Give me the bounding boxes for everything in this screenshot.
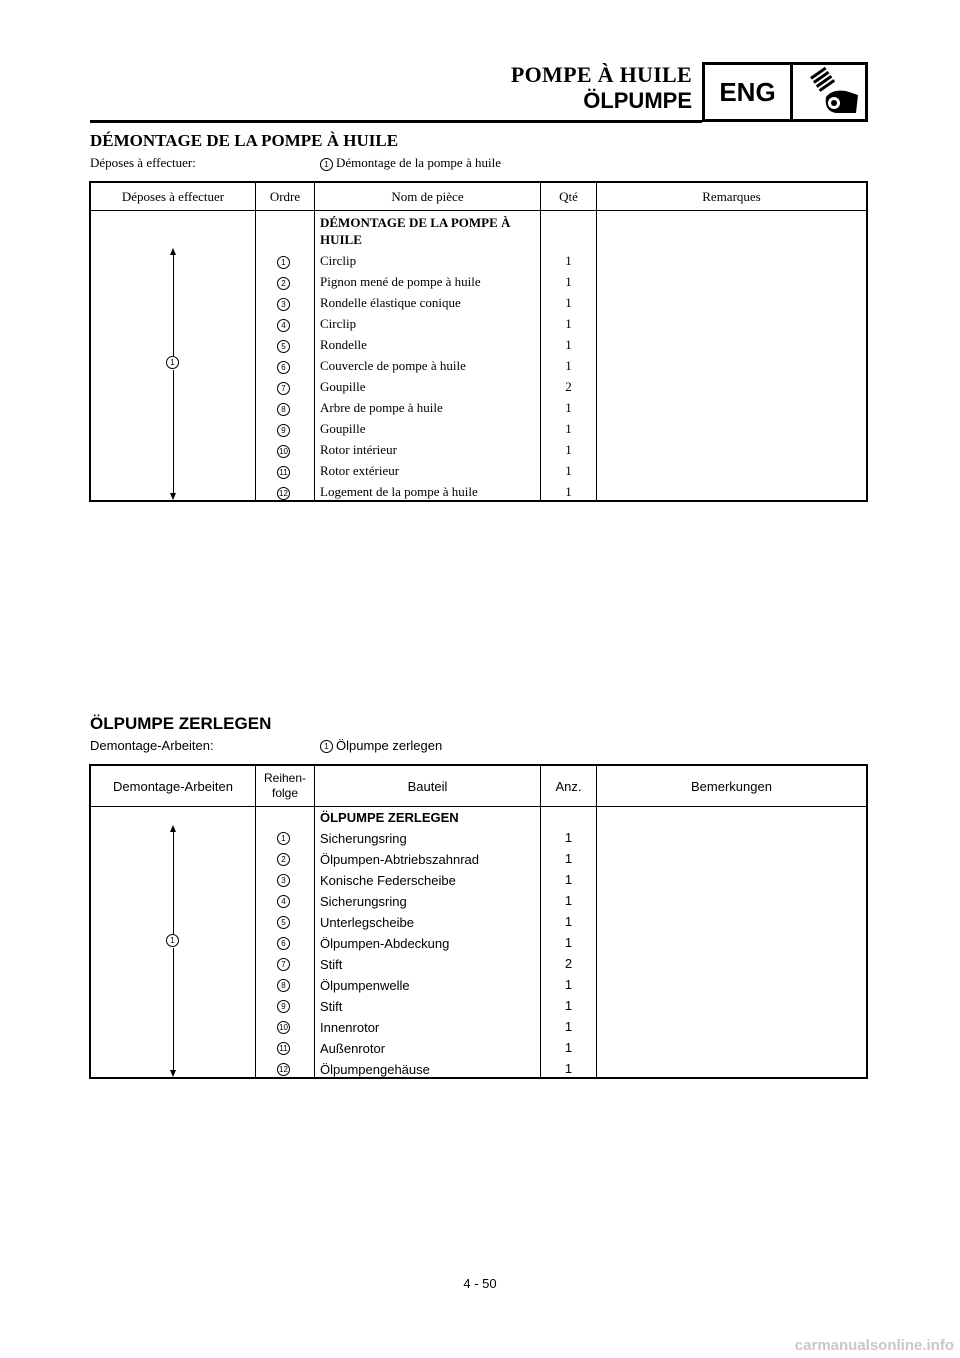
qty-cell: 1 [565, 274, 572, 289]
part-name-cell: Rondelle [320, 337, 367, 352]
order-cell [256, 911, 314, 932]
remarks-column [597, 211, 866, 500]
subtitle-de-label: Demontage-Arbeiten: [90, 738, 214, 753]
qty-cell: 1 [565, 295, 572, 310]
range-arrow [173, 827, 174, 1075]
order-cell [256, 292, 314, 313]
circled-number: 3 [277, 874, 290, 887]
col-header-order [256, 766, 315, 806]
subtitle-fr-label: Déposes à effectuer: [90, 155, 196, 170]
circled-number: 1 [320, 740, 333, 753]
range-label [166, 356, 180, 370]
col-header: Bemerkungen [691, 778, 772, 794]
circled-number: 11 [277, 466, 290, 479]
col-header: Ordre [256, 183, 315, 210]
order-cell [256, 376, 314, 397]
col-header: Qté [541, 183, 597, 210]
order-cell [256, 418, 314, 439]
circled-number: 1 [320, 158, 333, 171]
order-cell [256, 397, 314, 418]
part-name-cell: Ölpumpen-Abdeckung [320, 936, 450, 951]
circled-number: 12 [277, 487, 290, 500]
table-fr-body [91, 211, 866, 500]
circled-number: 11 [277, 1042, 290, 1055]
circled-number: 5 [277, 916, 290, 929]
subtitle-fr [90, 155, 501, 171]
qty-cell: 1 [565, 463, 572, 478]
circled-number: 1 [277, 256, 290, 269]
range-arrow [173, 250, 174, 498]
order-cell [256, 995, 314, 1016]
qty-cell: 1 [565, 358, 572, 373]
order-cell [256, 1016, 314, 1037]
circled-number: 4 [277, 319, 290, 332]
order-cell [256, 355, 314, 376]
col-header: Nom de pièce [315, 183, 541, 210]
part-name-cell: Sicherungsring [320, 894, 407, 909]
order-cell [256, 953, 314, 974]
part-name-cell: Goupille [320, 379, 366, 394]
qty-cell: 1 [564, 914, 573, 929]
order-cell [256, 439, 314, 460]
circled-number: 6 [277, 937, 290, 950]
part-name-cell: Circlip [320, 316, 357, 331]
col-header-order-line2: folge [271, 786, 299, 800]
order-cell [256, 460, 314, 481]
part-name-cell: Stift [320, 957, 343, 972]
page-number: 4 - 50 [463, 1276, 497, 1291]
qty-cell: 1 [564, 1040, 573, 1055]
steps-column [91, 211, 256, 500]
part-name-cell: Ölpumpengehäuse [320, 1062, 430, 1077]
name-column [315, 807, 541, 1077]
col-header: Demontage-Arbeiten [91, 766, 256, 806]
part-name-cell: Außenrotor [320, 1041, 386, 1056]
page-header [90, 56, 868, 122]
part-name-cell: Rondelle élastique conique [320, 295, 461, 310]
order-cell [256, 890, 314, 911]
circled-number: 10 [277, 1021, 290, 1034]
circled-number: 5 [277, 340, 290, 353]
part-name-cell: Konische Federscheibe [320, 873, 456, 888]
qty-cell: 1 [565, 442, 572, 457]
qty-cell: 1 [565, 316, 572, 331]
order-column [256, 211, 315, 500]
part-name-cell: Logement de la pompe à huile [320, 484, 478, 499]
group-title: ÖLPUMPE ZERLEGEN [320, 810, 459, 825]
circled-number: 1 [166, 356, 179, 369]
subtitle-de [90, 738, 443, 753]
part-name-cell: Rotor intérieur [320, 442, 397, 457]
circled-number: 8 [277, 979, 290, 992]
order-column [256, 807, 315, 1077]
header-title-fr: POMPE À HUILE [510, 62, 692, 87]
part-name-cell: Circlip [320, 253, 357, 268]
remarks-column [597, 807, 866, 1077]
engine-piston-icon [793, 65, 865, 119]
qty-column [541, 807, 597, 1077]
header-rule [90, 120, 702, 123]
circled-number: 12 [277, 1063, 290, 1076]
part-name-cell: Couvercle de pompe à huile [320, 358, 466, 373]
circled-number: 9 [277, 1000, 290, 1013]
col-header: Bauteil [315, 766, 541, 806]
range-label [166, 934, 180, 948]
part-name-cell: Innenrotor [320, 1020, 380, 1035]
part-name-cell: Goupille [320, 421, 366, 436]
section-badge [702, 62, 868, 122]
part-name-cell: Stift [320, 999, 343, 1014]
qty-cell: 1 [565, 421, 572, 436]
part-name-cell: Ölpumpen-Abtriebszahnrad [320, 852, 479, 867]
circled-number: 2 [277, 277, 290, 290]
section-title-fr: DÉMONTAGE DE LA POMPE À HUILE [90, 131, 399, 150]
eng-label: ENG [705, 65, 793, 119]
col-header: Déposes à effectuer [91, 183, 256, 210]
circled-number: 4 [277, 895, 290, 908]
order-cell [256, 334, 314, 355]
circled-number: 1 [277, 832, 290, 845]
qty-cell: 1 [565, 484, 572, 499]
order-cell [256, 1058, 314, 1079]
qty-cell: 1 [565, 337, 572, 352]
order-cell [256, 481, 314, 502]
table-de-body [91, 807, 866, 1077]
circled-number: 7 [277, 958, 290, 971]
steps-column [91, 807, 256, 1077]
circled-number: 7 [277, 382, 290, 395]
part-name-cell: Rotor extérieur [320, 463, 400, 478]
order-cell [256, 974, 314, 995]
part-name-cell: Ölpumpenwelle [320, 978, 410, 993]
order-cell [256, 869, 314, 890]
order-cell [256, 827, 314, 848]
qty-cell: 1 [564, 1061, 573, 1076]
part-name-cell: Pignon mené de pompe à huile [320, 274, 481, 289]
table-de-header [91, 766, 866, 807]
part-name-cell: Arbre de pompe à huile [320, 400, 443, 415]
circled-number: 10 [277, 445, 290, 458]
subtitle-fr-value [320, 155, 501, 171]
qty-cell: 1 [564, 830, 573, 845]
group-title-line1: DÉMONTAGE DE LA POMPE À [320, 215, 511, 230]
order-cell [256, 848, 314, 869]
table-de [89, 764, 868, 1079]
order-cell [256, 932, 314, 953]
order-cell [256, 250, 314, 271]
qty-cell: 1 [564, 977, 573, 992]
qty-cell: 1 [564, 872, 573, 887]
table-fr [89, 181, 868, 502]
group-title [315, 211, 540, 247]
qty-cell: 1 [565, 400, 572, 415]
circled-number: 1 [166, 934, 179, 947]
order-cell [256, 1037, 314, 1058]
subtitle-fr-text: Démontage de la pompe à huile [336, 155, 501, 170]
qty-cell: 1 [564, 998, 573, 1013]
table-fr-header [91, 183, 866, 211]
qty-cell: 2 [565, 379, 572, 394]
qty-cell: 1 [564, 851, 573, 866]
order-cell [256, 271, 314, 292]
subtitle-de-value [320, 738, 442, 753]
qty-cell: 2 [564, 956, 573, 971]
section-title-de: ÖLPUMPE ZERLEGEN [90, 714, 272, 733]
col-header-order-line1: Reihen- [263, 771, 307, 785]
qty-cell: 1 [565, 253, 572, 268]
qty-column [541, 211, 597, 500]
part-name-cell: Unterlegscheibe [320, 915, 414, 930]
circled-number: 2 [277, 853, 290, 866]
circled-number: 3 [277, 298, 290, 311]
qty-cell: 1 [564, 935, 573, 950]
name-column [315, 211, 541, 500]
subtitle-de-text: Ölpumpe zerlegen [336, 738, 443, 753]
circled-number: 6 [277, 361, 290, 374]
circled-number: 8 [277, 403, 290, 416]
part-name-cell: Sicherungsring [320, 831, 407, 846]
qty-cell: 1 [564, 893, 573, 908]
watermark: carmanualsonline.info [794, 1337, 954, 1354]
qty-cell: 1 [564, 1019, 573, 1034]
col-header: Remarques [702, 188, 761, 204]
col-header: Anz. [541, 766, 597, 806]
header-title-de: ÖLPUMPE [583, 88, 692, 113]
group-title-line2: HUILE [320, 232, 362, 247]
circled-number: 9 [277, 424, 290, 437]
order-cell [256, 313, 314, 334]
